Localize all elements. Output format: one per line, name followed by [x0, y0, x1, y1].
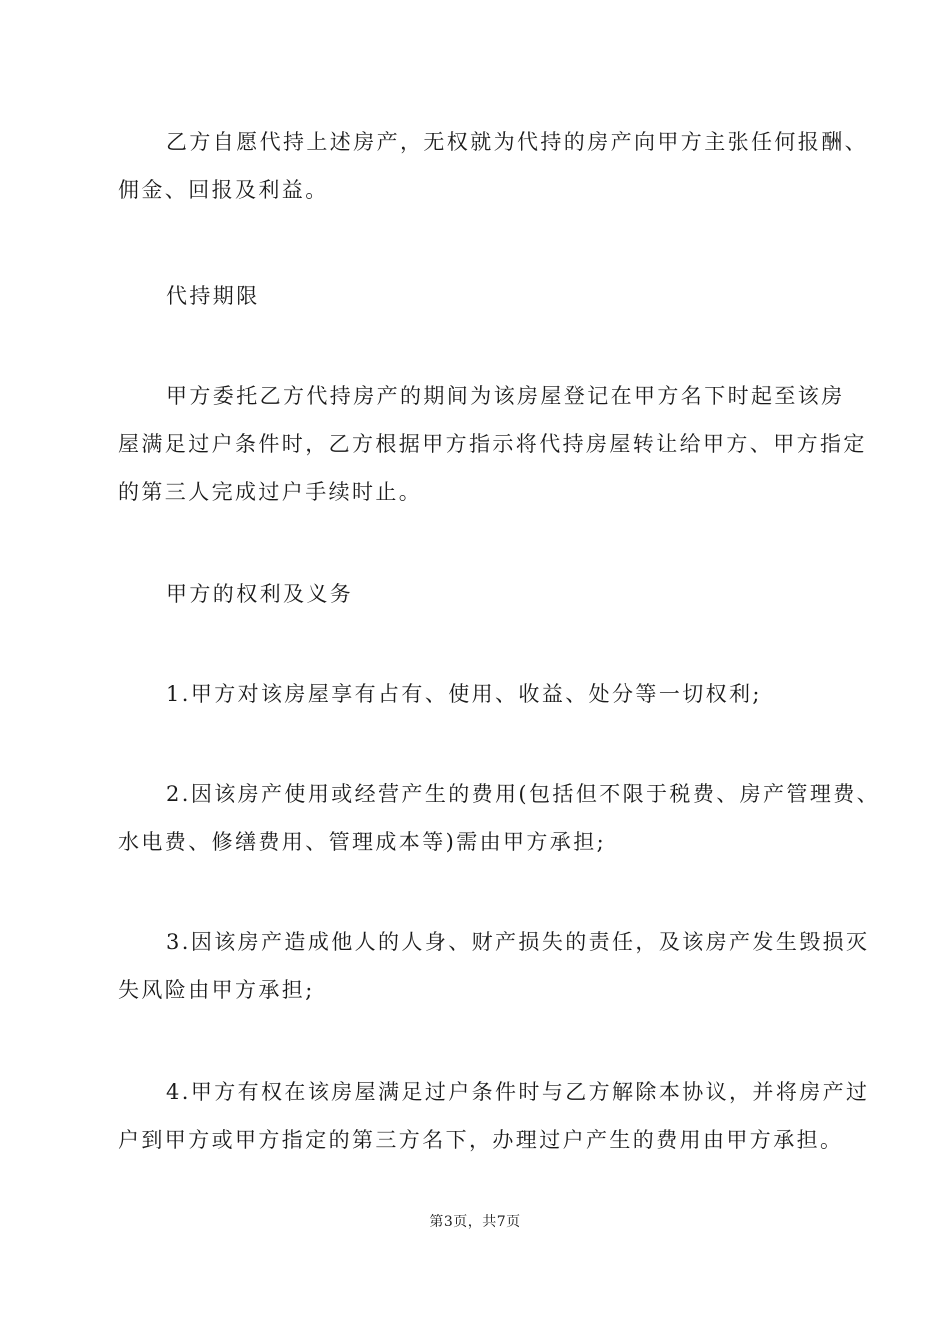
list-item-1 — [118, 670, 838, 718]
list-item-line: 4.甲方有权在该房屋满足过户条件时与乙方解除本协议，并将房产过 — [166, 1080, 870, 1104]
list-item-line: 失风险由甲方承担; — [118, 978, 315, 1002]
list-item-2 — [118, 770, 881, 866]
list-item-line: 户到甲方或甲方指定的第三方名下，办理过户产生的费用由甲方承担。 — [118, 1128, 844, 1152]
paragraph-line: 的第三人完成过户手续时止。 — [118, 480, 423, 504]
list-item-3 — [118, 918, 870, 1014]
list-item-line: 2.因该房产使用或经营产生的费用(包括但不限于税费、房产管理费、 — [166, 782, 881, 806]
paragraph-line: 屋满足过户条件时，乙方根据甲方指示将代持房屋转让给甲方、甲方指定 — [118, 432, 867, 456]
paragraph-line: 乙方自愿代持上述房产，无权就为代持的房产向甲方主张任何报酬、 — [166, 130, 868, 154]
section-heading-text: 甲方的权利及义务 — [166, 582, 354, 606]
list-item-4 — [118, 1068, 870, 1164]
paragraph-line: 甲方委托乙方代持房产的期间为该房屋登记在甲方名下时起至该房 — [166, 384, 845, 408]
paragraph-proxy-period-terms — [118, 372, 867, 516]
section-heading-proxy-period — [118, 272, 838, 320]
section-heading-party-a-rights — [118, 570, 838, 618]
paragraph-proxy-no-compensation — [118, 118, 868, 214]
list-item-line: 1.甲方对该房屋享有占有、使用、收益、处分等一切权利; — [166, 682, 762, 706]
list-item-line: 水电费、修缮费用、管理成本等)需由甲方承担; — [118, 830, 607, 854]
page-number-footer: 第3页，共7页 — [429, 1214, 521, 1230]
list-item-line: 3.因该房产造成他人的人身、财产损失的责任，及该房产发生毁损灭 — [166, 930, 870, 954]
section-heading-text: 代持期限 — [166, 284, 260, 308]
paragraph-line: 佣金、回报及利益。 — [118, 178, 329, 202]
